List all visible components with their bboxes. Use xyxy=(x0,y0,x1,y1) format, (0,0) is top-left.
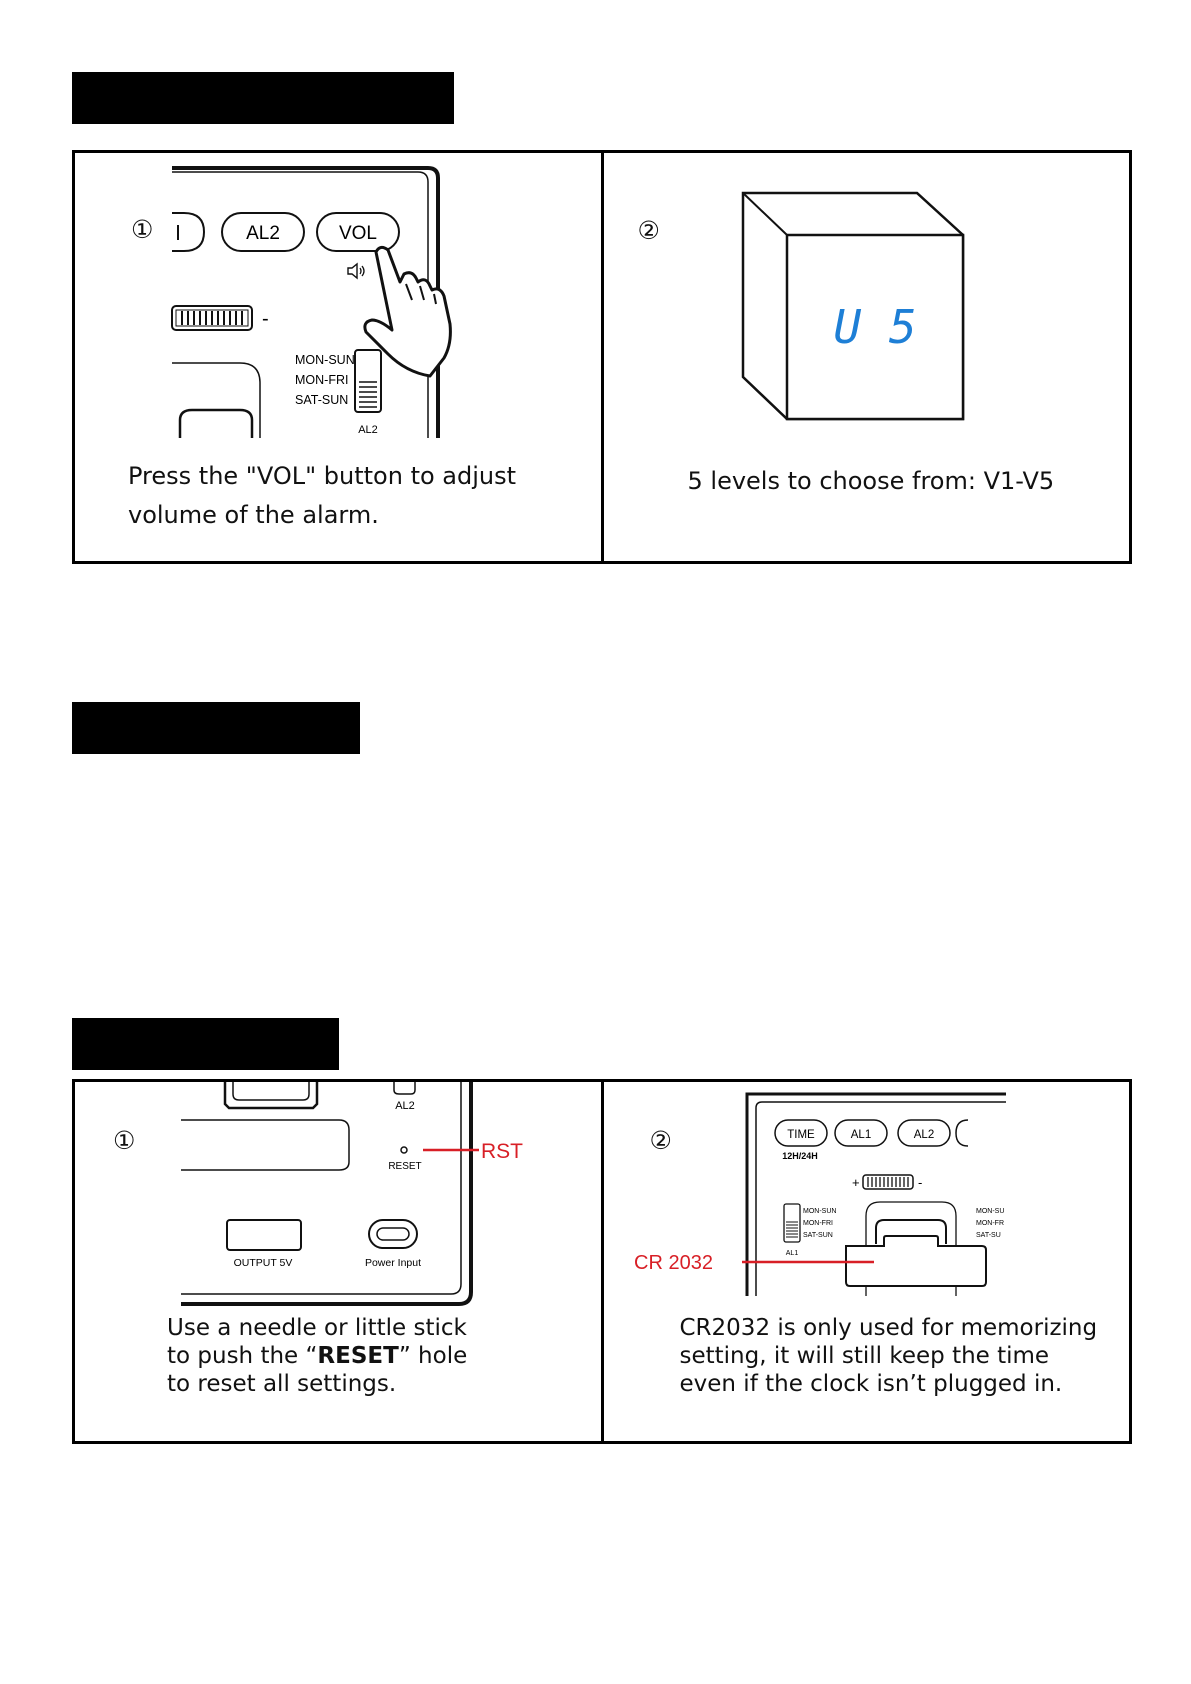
reset-hole xyxy=(401,1147,407,1153)
switch-option-mon-fri: MON-FRI xyxy=(295,373,349,387)
alarm-day-switch xyxy=(355,350,381,412)
volume-slider-wheel xyxy=(863,1175,913,1189)
step-number: ② xyxy=(649,1126,672,1155)
vol-button-label: VOL xyxy=(338,223,378,244)
al2-button-label: AL2 xyxy=(913,1129,934,1141)
time-button-label: TIME xyxy=(786,1129,815,1141)
reset-step-1-panel xyxy=(75,1082,601,1441)
switch-option-mon-sun: MON-SUN xyxy=(295,353,355,367)
clock-back-battery-illustration xyxy=(634,1086,1094,1296)
output-port-label: OUTPUT 5V xyxy=(233,1257,293,1269)
step-number: ② xyxy=(637,216,660,245)
switch-option-sat-sun: SAT-SUN xyxy=(802,1232,833,1239)
slider-plus-sign: + xyxy=(851,1175,860,1190)
clock-bottom-reset-illustration xyxy=(179,1082,579,1307)
reset-hole-label: RESET xyxy=(388,1161,422,1172)
volume-slider-wheel xyxy=(172,306,252,330)
switch-option-mon-fri: MON-FRI xyxy=(802,1220,833,1227)
switch-option-mon-sun: MON-SUN xyxy=(802,1208,836,1215)
section-header-bar-reset xyxy=(72,1018,339,1070)
volume-step-1-caption: Press the "VOL" button to adjust volume of the alarm. xyxy=(128,462,517,529)
right-switch-option-2: MON-FR xyxy=(975,1220,1004,1227)
reset-step-2-panel xyxy=(601,1082,1130,1441)
top-switch-label-al2: AL2 xyxy=(395,1100,415,1112)
right-switch-option-1: MON-SU xyxy=(975,1208,1004,1215)
step-number: ① xyxy=(131,215,154,244)
al2-button-label: AL2 xyxy=(246,223,280,244)
right-switch-option-3: SAT-SU xyxy=(975,1232,1001,1239)
volume-step-2-panel xyxy=(601,153,1130,561)
reset-step-1-caption: Use a needle or little stick to push the “RESET” hole to reset all settings. xyxy=(167,1315,468,1397)
time-button-sublabel: 12H/24H xyxy=(781,1151,818,1161)
usb-output-port xyxy=(227,1220,301,1250)
step-number: ① xyxy=(113,1126,136,1155)
slider-minus-sign: - xyxy=(917,1175,922,1190)
slider-minus-sign: - xyxy=(262,308,269,330)
battery-callout-label: CR 2032 xyxy=(633,1252,713,1274)
reset-instruction-box xyxy=(72,1079,1132,1444)
volume-instruction-box xyxy=(72,150,1132,564)
cube-clock-illustration xyxy=(741,191,971,421)
volume-level-display: U 5 xyxy=(832,300,917,354)
volume-step-1-panel xyxy=(75,153,601,561)
power-input-label: Power Input xyxy=(364,1257,422,1269)
switch-option-sat-sun: SAT-SUN xyxy=(295,393,349,407)
switch-label-al2: AL2 xyxy=(358,424,378,436)
switch-label-al1: AL1 xyxy=(785,1250,798,1257)
rst-callout-label: RST xyxy=(481,1140,523,1163)
reset-step-2-caption: CR2032 is only used for memorizing setting, it will still keep the time even if the clock isn’t plugged in. xyxy=(679,1315,1098,1397)
volume-step-2-caption: 5 levels to choose from: V1-V5 xyxy=(687,467,1055,495)
section-header-bar-middle xyxy=(72,702,360,754)
al1-button-label: AL1 xyxy=(850,1129,871,1141)
speaker-icon xyxy=(348,264,364,278)
alarm-day-switch xyxy=(784,1204,800,1242)
section-header-bar-alarm-volume xyxy=(72,72,454,124)
clock-back-panel-vol-illustration xyxy=(170,158,470,438)
